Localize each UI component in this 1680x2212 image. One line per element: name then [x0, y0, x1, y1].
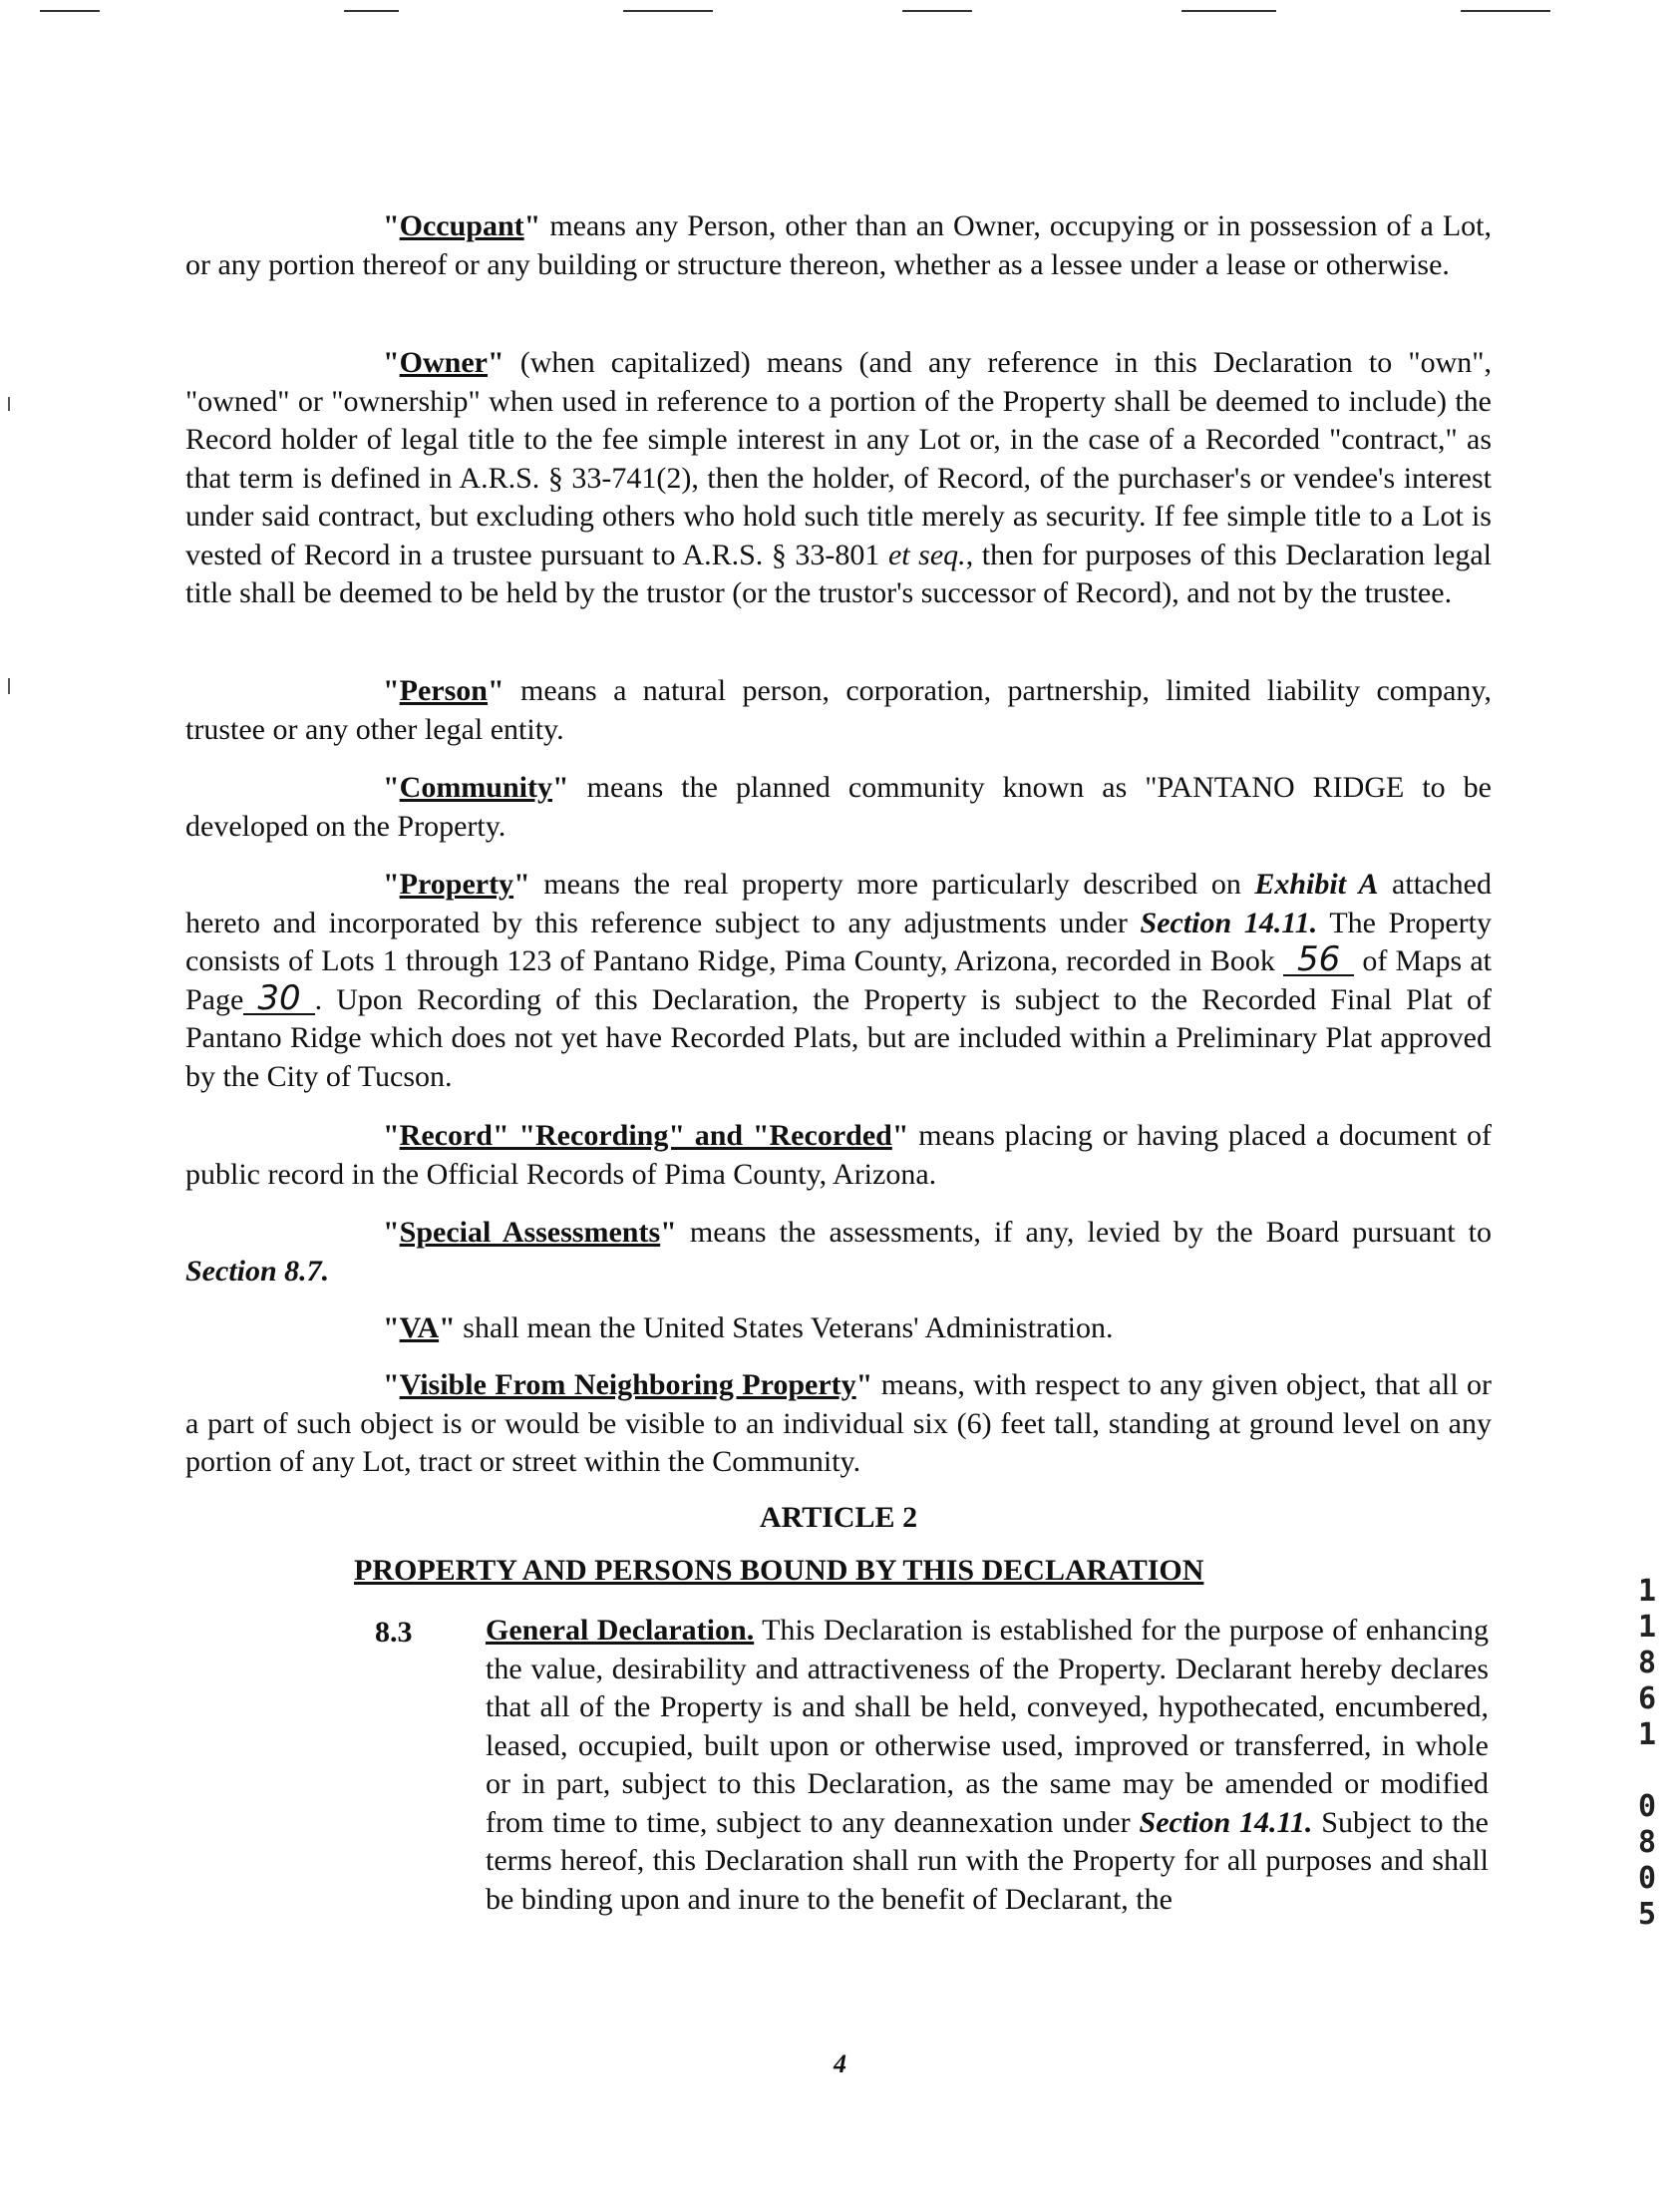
term-special-assessments: Special Assessments [399, 1216, 661, 1249]
page-number: 4 [834, 2049, 846, 2078]
scan-line [40, 10, 100, 12]
definition-community: "Community" means the planned community known as "PANTANO RIDGE to be developed on the Property. [185, 771, 1492, 843]
term-visible: Visible From Neighboring Property [399, 1368, 856, 1401]
article-title: ARTICLE 2 [759, 1501, 918, 1534]
definition-text: (when capitalized) means (and any reference in this Declaration to "own", "owned" or "ownership" when used in reference to a portion of the Property shall be deemed to include) the Record holder of legal title to the fee simple interest in any Lot or, in the case of a Recorded "contract," as that term is defined in A.R.S. § 33-741(2), then the holder, of Record, of the purchaser's or vendee's interest under said contract, but excluding others who hold such title merely as security. If fee simple title to a Lot is vested of Record in a trustee pursuant to A.R.S. § 33-801 [185, 346, 1492, 571]
definition-text: The Property consists of Lots 1 through 123 of Pantano Ridge, Pima County, Arizona, recorded in Book [185, 906, 1492, 977]
term-va: VA [399, 1311, 440, 1344]
definition-text: . Upon Recording of this Declaration, the Property is subject to the Recorded Final Plat of Pantano Ridge which does not yet have Recorded Plats, but are included within a Preliminary Plat approved by the City of Tucson. [185, 982, 1492, 1093]
margin-stamp [1635, 1574, 1659, 1933]
definition-text: means placing or having placed a document of public record in the Official Records of Pima County, Arizona. [185, 1119, 1492, 1191]
stamp-digit: 1 [1637, 1610, 1657, 1645]
definition-special-assessments: "Special Assessments" means the assessments, if any, levied by the Board pursuant to Section 8.7. [185, 1216, 1493, 1288]
scan-line [902, 10, 972, 12]
section-title: General Declaration. [486, 1614, 755, 1647]
section-ref: Section 14.11. [1139, 1805, 1313, 1839]
definition-text: shall mean the United States Veterans' Administration. [455, 1311, 1114, 1344]
scan-mark [8, 678, 10, 694]
stamp-digit: 1 [1637, 1717, 1657, 1752]
scan-line [1181, 10, 1276, 12]
stamp-digit: 8 [1637, 1825, 1657, 1860]
scan-mark [8, 397, 10, 411]
exhibit-ref: Exhibit A [1254, 868, 1379, 901]
definition-record: "Record" "Recording" and "Recorded" means placing or having placed a document of public record in the Official Records of Pima County, Arizona. [185, 1119, 1492, 1191]
definition-visible: "Visible From Neighboring Property" means, with respect to any given object, that all or a part of such object is or would be visible to an individual six (6) feet tall, standing at ground level on any portion of any Lot, tract or street within the Community. [185, 1368, 1493, 1478]
stamp-digit: 5 [1637, 1897, 1657, 1932]
section-text: Subject to the terms hereof, this Declaration shall run with the Property for all purposes and shall be binding upon and inure to the benefit of Declarant, the [486, 1805, 1489, 1916]
definition-text: , then for purposes of this Declaration legal title shall be deemed to be held by the trustor (or the trustor's successor of Record), and not by the trustee. [185, 538, 1493, 609]
definition-person: "Person" means a natural person, corporation, partnership, limited liability company, trustee or any other legal entity. [185, 674, 1492, 746]
handwritten-book: 56 [1283, 944, 1354, 976]
definition-va: "VA" shall mean the United States Veterans' Administration. [383, 1311, 1114, 1344]
section-general-declaration [486, 1612, 1489, 1919]
section-text: This Declaration is established for the purpose of enhancing the value, desirability and attractiveness of the Property. Declarant hereby declares that all of the Property is and shall be held, conveyed, hypothecated, encumbered, leased, occupied, built upon or otherwise used, improved or transferred, in whole or in part, subject to this Declaration, as the same may be amended or modified from time to time, subject to any deannexation under [486, 1614, 1489, 1839]
definition-owner: "Owner" (when capitalized) means (and any reference in this Declaration to "own", "owned" or "ownership" when used in reference to a portion of the Property shall be deemed to include) the Record holder of legal title to the fee simple interest in any Lot or, in the case of a Recorded "contract," as that term is defined in A.R.S. § 33-741(2), then the holder, of Record, of the purchaser's or vendee's interest under said contract, but excluding others who hold such title merely as security. If fee simple title to a Lot is vested of Record in a trustee pursuant to A.R.S. § 33-801 et seq., then for purposes of this Declaration legal title shall be deemed to be held by the trustor (or the trustor's successor of Record), and not by the trustee. [185, 346, 1493, 609]
definition-text: means the real property more particularly described on [529, 868, 1255, 901]
handwritten-page: 30 [243, 983, 314, 1015]
definition-text: attached hereto and incorporated by this reference subject to any adjustments under [185, 868, 1492, 939]
definition-text: means, with respect to any given object, that all or a part of such object is or would be visible to an individual six (6) feet tall, standing at ground level on any portion of any Lot, tract or street within the Community. [185, 1368, 1493, 1478]
stamp-digit: 0 [1637, 1861, 1657, 1896]
definition-occupant: "Occupant" means any Person, other than an Owner, occupying or in possession of a Lot, or any portion thereof or any building or structure thereon, whether as a lessee under a lease or otherwise. [185, 209, 1492, 281]
section-ref: Section 14.11. [1140, 906, 1318, 939]
term-person: Person [399, 674, 488, 707]
stamp-digit: 6 [1637, 1681, 1657, 1716]
definition-text: of Maps at Page [185, 944, 1492, 1016]
italic-text: et seq. [887, 538, 966, 571]
term-record: Record" "Recording" and "Recorded [399, 1119, 892, 1152]
section-ref: Section 8.7. [185, 1254, 330, 1288]
definition-text: means the planned community known as "PANTANO RIDGE to be developed on the Property. [185, 771, 1492, 843]
definition-property: "Property" means the real property more particularly described on Exhibit A attached hereto and incorporated by this reference subject to any adjustments under Section 14.11. The Property consists of Lots 1 through 123 of Pantano Ridge, Pima County, Arizona, recorded in Book 56 of Maps at Page 30 . Upon Recording of this Declaration, the Property is subject to the Recorded Final Plat of Pantano Ridge which does not yet have Recorded Plats, but are included within a Preliminary Plat approved by the City of Tucson. [185, 868, 1492, 1093]
stamp-digit: 1 [1637, 1574, 1657, 1609]
definition-text: means the assessments, if any, levied by the Board pursuant to [676, 1216, 1493, 1249]
stamp-digit: 0 [1637, 1789, 1657, 1824]
stamp-digit: 8 [1637, 1646, 1657, 1680]
term-occupant: Occupant [399, 209, 524, 242]
definition-text: means any Person, other than an Owner, occupying or in possession of a Lot, or any portion thereof or any building or structure thereon, whether as a lessee under a lease or otherwise. [185, 209, 1492, 281]
section-number: 8.3 [375, 1616, 413, 1649]
article-subtitle: PROPERTY AND PERSONS BOUND BY THIS DECLARATION [354, 1554, 1204, 1587]
term-property: Property [399, 868, 514, 901]
definition-text: means a natural person, corporation, partnership, limited liability company, trustee or any other legal entity. [185, 674, 1492, 746]
scan-line [623, 10, 713, 12]
scan-line [1461, 10, 1550, 12]
stamp-digit [1635, 1753, 1659, 1789]
term-owner: Owner [399, 346, 488, 379]
term-community: Community [399, 771, 552, 804]
scan-line [344, 10, 399, 12]
